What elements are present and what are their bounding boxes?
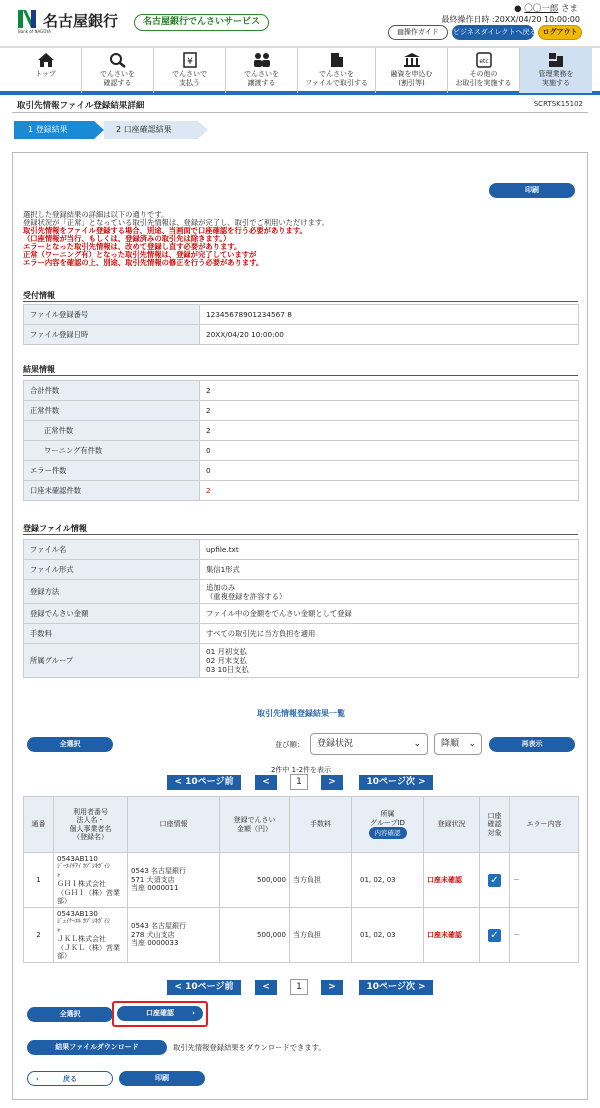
main-panel: [12, 152, 588, 1100]
print-button-bottom[interactable]: 印刷: [119, 1071, 205, 1086]
logout-button[interactable]: ログアウト: [538, 25, 582, 40]
etc-icon: [475, 52, 493, 68]
payment-icon: [181, 52, 199, 68]
nav-confirm[interactable]: でんさいを 確認する: [82, 48, 154, 93]
select-all-button-bottom[interactable]: 全選択: [27, 1007, 113, 1022]
step-1-current: 1 登録結果: [14, 121, 94, 139]
home-icon: [37, 52, 55, 68]
guide-button[interactable]: ▤操作ガイド: [388, 25, 448, 40]
download-note: 取引先情報登録結果をダウンロードできます。: [173, 1043, 326, 1052]
prev10-button-top[interactable]: < 10ページ前: [167, 775, 241, 790]
table-header: 通番 利用者番号 法人名・ 個人事業者名 （登録名） 口座情報 登録でんさい 金額（円） 手数料 所属 グループID 内容確認 登録状況 口座 確認 対象 エラー内容: [24, 797, 579, 853]
sort-label: 並び順：: [275, 740, 305, 749]
user-name-link[interactable]: 〇〇一郎: [524, 4, 559, 14]
prev10-button-bottom[interactable]: < 10ページ前: [167, 980, 241, 995]
next10-button-bottom[interactable]: 10ページ次 >: [359, 980, 433, 995]
page-number-bottom[interactable]: 1: [290, 979, 308, 995]
sort-select[interactable]: 登録状況 ⌄: [310, 733, 428, 755]
print-button-top[interactable]: 印刷: [489, 183, 575, 198]
section-line: [23, 375, 578, 376]
admin-icon: [547, 52, 565, 68]
prev-button-bottom[interactable]: <: [255, 980, 277, 995]
file-icon: [328, 52, 346, 68]
order-select[interactable]: 降順 ⌄: [434, 733, 482, 755]
prev-button-top[interactable]: <: [255, 775, 277, 790]
reception-table: ファイル登録番号 12345678901234567 8 ファイル登録日時 20XX/04/20 10:00:00: [23, 304, 579, 345]
result-table: 合計件数 2 正常件数 2 正常件数 2 ワーニング有件数 0 エラー件数 0 口座未確認件数 2: [23, 380, 579, 501]
transfer-icon: [252, 52, 272, 68]
reception-title: 受付情報: [23, 291, 55, 300]
main-nav: [0, 46, 600, 95]
nav-top[interactable]: トップ: [10, 48, 82, 93]
next-button-bottom[interactable]: >: [321, 980, 343, 995]
section-line: [23, 301, 578, 302]
account-check-checkbox[interactable]: ✓: [488, 874, 501, 887]
book-icon: ▤: [397, 28, 404, 36]
user-icon: ●: [514, 4, 522, 14]
section-line: [23, 534, 578, 535]
page-id: SCRTSK15102: [533, 100, 583, 108]
step-arrow-icon: [94, 121, 104, 139]
next-button-top[interactable]: >: [321, 775, 343, 790]
chevron-down-icon: ⌄: [468, 739, 476, 749]
title-divider: [12, 112, 588, 113]
account-confirm-button[interactable]: 口座確認 ›: [117, 1006, 203, 1021]
bank-icon: [402, 52, 422, 68]
business-direct-button[interactable]: ビジネスダイレクトへ戻る: [452, 25, 534, 40]
service-name: 名古屋銀行でんさいサービス: [134, 14, 269, 31]
header: [0, 0, 600, 45]
nav-loan[interactable]: 融資を申込む (割引等): [376, 48, 448, 93]
list-title: 取引先情報登録結果一覧: [257, 709, 345, 718]
file-info-title: 登録ファイル情報: [23, 524, 87, 533]
result-title: 結果情報: [23, 365, 55, 374]
nav-admin[interactable]: 管理業務を 実施する: [520, 48, 592, 93]
nav-other[interactable]: etc その他の お取引を実施する: [448, 48, 520, 93]
bank-logo-icon: [18, 10, 36, 28]
svg-text:etc: etc: [478, 58, 489, 65]
chevron-right-icon: ›: [192, 1009, 195, 1017]
user-suffix: さま: [560, 4, 578, 14]
nav-transfer[interactable]: でんさいを 譲渡する: [226, 48, 298, 93]
page-title: 取引先情報ファイル登録結果詳細: [17, 101, 145, 111]
redisplay-button[interactable]: 再表示: [489, 737, 575, 752]
bank-name: 名古屋銀行: [43, 12, 119, 30]
group-detail-button[interactable]: 内容確認: [369, 827, 407, 839]
select-all-button-top[interactable]: 全選択: [27, 737, 113, 752]
table-row: 1 0543AB110 ｼﾞｰｴｲﾁｱｲ ｶﾌﾞｼｷｶﾞｲｼ ｬ ＧＨＩ株式会社 （ＧＨＩ（株）営業 部） 0543 名古屋銀行 571 大須支店 当座 0000011 500,000 当方負担 01, 02, 03 口座未確認 ✓ －: [24, 853, 579, 908]
search-icon: [109, 52, 127, 68]
step-arrow-icon-2: [198, 121, 208, 139]
chevron-left-icon: ‹: [36, 1075, 39, 1083]
download-button[interactable]: 結果ファイルダウンロード: [27, 1040, 167, 1055]
last-operation: 最終操作日時 :20XX/04/20 10:00:00: [441, 15, 580, 24]
back-button[interactable]: ‹ 戻る: [27, 1071, 113, 1086]
table-row: 2 0543AB130 ｼﾞｪｲｹｰｴﾙ ｶﾌﾞｼｷｶﾞｲｼ ｬ ＪＫＬ株式会社 （ＪＫＬ（株）営業 部） 0543 名古屋銀行 278 犬山支店 当座 0000033 500,000 当方負担 01, 02, 03 口座未確認 ✓ －: [24, 908, 579, 963]
nav-pay[interactable]: ¥ でんさいで 支払う: [154, 48, 226, 93]
result-list-table: [23, 796, 579, 963]
step-2: 2 口座確認結果: [104, 121, 198, 139]
pager-info: 2件中 1-2件を表示: [270, 766, 332, 774]
page-number-top[interactable]: 1: [290, 774, 308, 790]
intro-message: 選択した登録結果の詳細は以下の通りです。 登録状況が「正常」となっている取引先情報は、登録が完了し、取引でご利用いただけます。 取引先情報をファイル登録する場合、別途、当画面で口座確認を行う必要があります。 （口座情報が当行、もしくは、登録済みの取引先は除きます。） エラーとなった取引先情報は、改めて登録し直す必要があります。 正常（ワーニング有）となった取引先情報は、登録が完了していますが エラー内容を確認の上、別途、取引先情報の修正を行う必要があります。: [23, 210, 329, 267]
file-info-table: ファイル名 upfile.txt ファイル形式 集信1形式 登録方法 追加のみ （重複登録を許容する） 登録でんさい金額 ファイル中の金額をでんさい金額として登録 手数料 すべての取引先に当方負担を適用 所属グループ 01 月初支払 02 月末支払 03 10日支払: [23, 539, 579, 678]
next10-button-top[interactable]: 10ページ次 >: [359, 775, 433, 790]
user-info: [514, 2, 578, 14]
chevron-down-icon: ⌄: [413, 739, 421, 749]
nav-file[interactable]: でんさいを ファイルで取引する: [298, 48, 376, 93]
svg-text:¥: ¥: [186, 57, 193, 67]
bank-name-en: Bank of NAGOYA: [18, 29, 52, 34]
account-check-checkbox[interactable]: ✓: [488, 929, 501, 942]
